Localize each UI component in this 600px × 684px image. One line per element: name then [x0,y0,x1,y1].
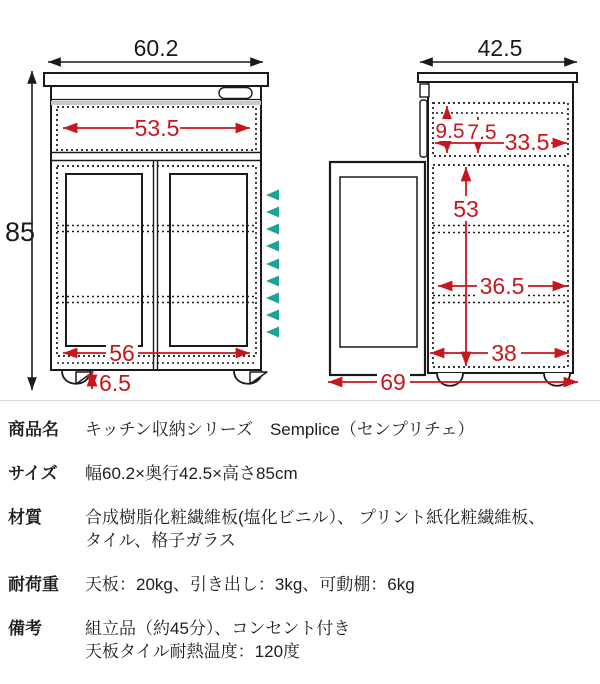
spec-label: 材質 [8,508,42,527]
dim-interior-height: 53 [453,196,479,222]
dim-depth-door-open: 69 [380,369,406,395]
shelf-position-arrow-icon [266,224,279,235]
shelf-position-arrow-icon [266,207,279,218]
dim-shelf-depth: 36.5 [479,273,525,299]
spec-label: サイズ [8,464,58,483]
dim-depth-top: 42.5 [477,35,523,61]
side-top-board [418,73,577,82]
dim-bottom-inner-depth: 38 [491,340,517,366]
spec-row-size [8,462,590,485]
spec-label: 耐荷重 [8,575,59,594]
shelf-position-arrow-icon [266,276,279,287]
drawer-front-edge [420,84,429,97]
spec-value-line: キッチン収納シリーズ Semplice（センプリチェ） [85,420,475,439]
spec-value-line: 幅60.2×奥行42.5×高さ85cm [85,464,298,483]
spec-value-line: 組立品（約45分）、コンセント付き [85,619,351,638]
dim-caster-height: 6.5 [99,370,131,396]
side-view [328,35,578,395]
dim-drawer-depth-height: 9.5 [435,120,465,143]
open-door [330,162,425,375]
shelf-position-arrow-icon [266,259,279,270]
spec-row-material [8,506,590,552]
spec-value [85,506,590,552]
shelf-position-arrow-icon [266,327,279,338]
outlet [219,88,252,99]
spec-label: 備考 [8,619,42,638]
dim-width-top: 60.2 [133,35,179,61]
shelf-position-arrow-icons [266,190,279,338]
spec-value [85,462,590,485]
spec-value [85,418,590,441]
spec-value [85,617,590,663]
spec-label: 商品名 [8,420,59,439]
door-front-edge [420,100,427,157]
dim-drawer-inner-depth: 33.5 [504,129,550,155]
shelf-position-arrow-icon [266,293,279,304]
dim-drawer-inner-height: 7.5 [467,121,497,144]
spec-row-product-name [8,418,590,441]
shelf-position-arrow-icon [266,310,279,321]
front-view [5,35,268,396]
spec-row-load-capacity [8,573,590,596]
shelf-position-arrow-icon [266,190,279,201]
dim-height: 85 [4,217,36,247]
side-right-caster [544,373,570,386]
spec-row-notes [8,617,590,663]
spec-value-line: タイル、格子ガラス [85,531,236,550]
spec-value-line: 天板タイル耐熱温度：120度 [85,642,301,661]
dim-drawer-inner-width: 53.5 [134,115,180,141]
dim-inner-width-bottom: 56 [109,340,135,366]
top-trim-strip [51,101,261,105]
spec-value-line: 天板：20kg、引き出し：3kg、可動棚：6kg [85,575,415,594]
shelf-position-arrow-icon [266,241,279,252]
spec-value-line: 合成樹脂化粧繊維板(塩化ビニル）、 プリント紙化粧繊維板、 [85,508,546,527]
product-spec-table [0,400,600,684]
side-left-caster [437,373,463,386]
top-board [44,73,268,86]
spec-value [85,573,590,596]
